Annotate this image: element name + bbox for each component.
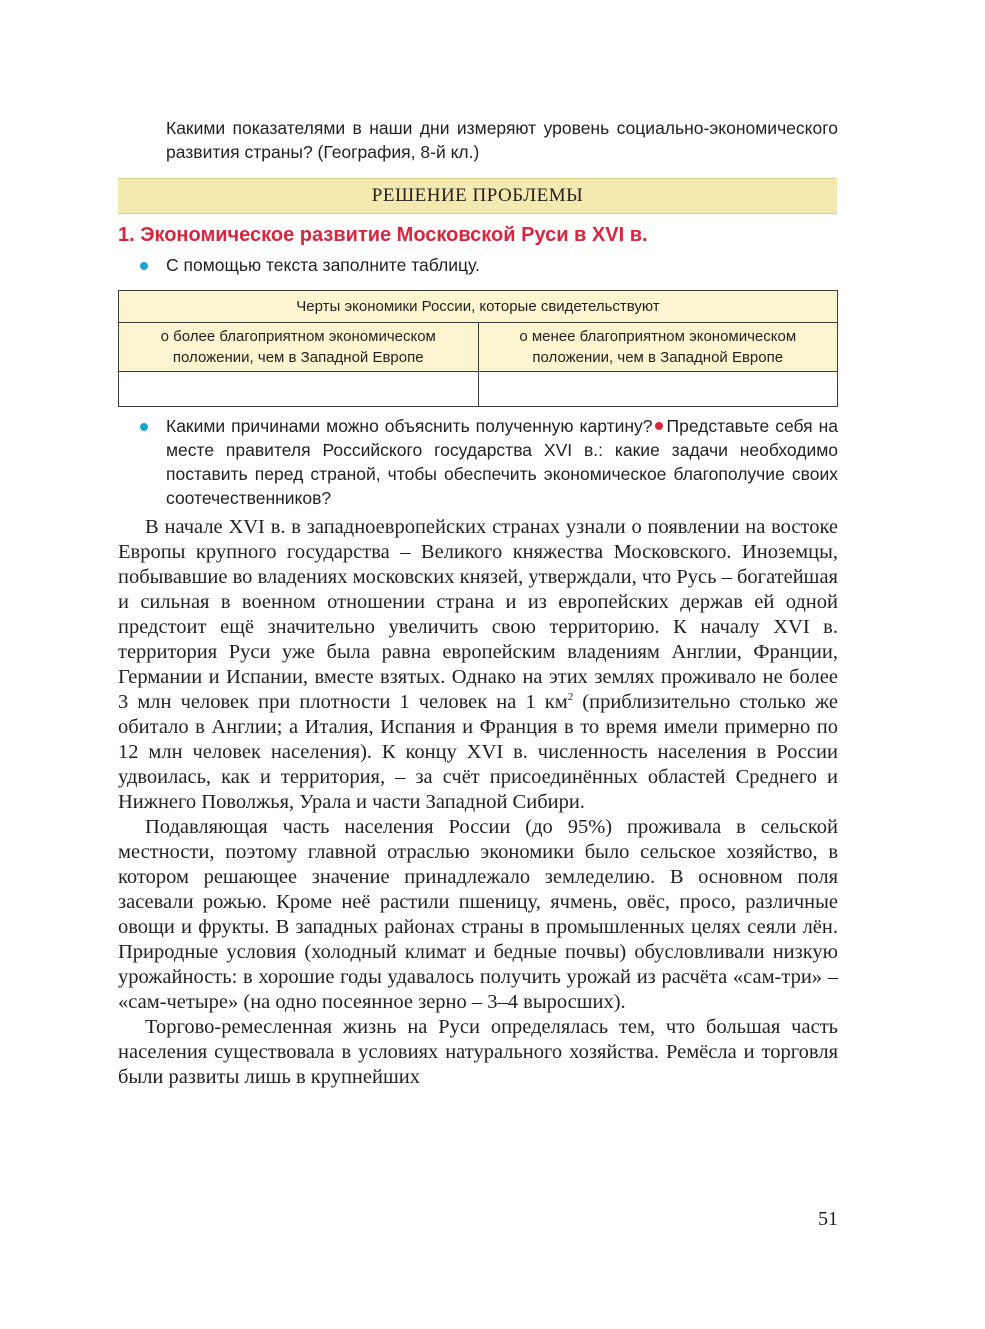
paragraph-3: Торгово-ремесленная жизнь на Руси определялась тем, что большая часть населения существовала в условиях натурального хозяйства. Ремёсла и торговля были развиты лишь в крупнейших	[118, 1016, 838, 1088]
task-fill-table-text: С помощью текста заполните таблицу.	[166, 255, 480, 275]
paragraph-1-part-a: В начале XVI в. в западноевропейских странах узнали о появлении на востоке Европы крупного государства – Великого княжества Московского. Иноземцы, побывавшие во владениях московских князей, утверждали, что Русь – богатейшая и сильная в военном отношении страна и из европейских держав ей одной предстоит ещё значительно увеличить свою территорию. К началу XVI в. территория Руси уже была равна европейским владениям Англии, Франции, Германии и Испании, вместе взятых. Однако на этих землях проживало не более 3 млн человек при плотности 1 человек на 1 км	[118, 516, 838, 713]
main-text	[118, 515, 838, 1090]
prior-knowledge-question: Какими показателями в наши дни измеряют уровень социально-экономического развития страны? (География, 8-й кл.)	[166, 118, 838, 162]
bullet-dot-icon	[140, 262, 148, 270]
table-cell-unfavorable[interactable]	[478, 372, 838, 407]
paragraph-2: Подавляющая часть населения России (до 95%) проживала в сельской местности, поэтому главной отраслью экономики было сельское хозяйство, в котором решающее значение принадлежало земледелию. В основном поля засевали рожью. Кроме неё растили пшеницу, ячмень, овёс, просо, различные овощи и фрукты. В западных районах страны в промышленных целях сеяли лён. Природные условия (холодный климат и бедные почвы) обусловливали низкую урожайность: в хорошие годы удавалось получить урожай из расчёта «сам-три» – «сам-четыре» (на одно посеянное зерно – 3–4 выросших).	[118, 816, 838, 1013]
section-banner: РЕШЕНИЕ ПРОБЛЕМЫ	[118, 178, 837, 214]
comparison-table	[118, 290, 838, 407]
task-reflection-roleplay: Представьте себя на месте правителя Российского государства XVI в.: какие задачи необходимо поставить перед страной, чтобы обеспечить экономическое благополучие своих соотечественников?	[166, 416, 838, 508]
task-reflection-question: Какими причинами можно объяснить полученную картину?	[166, 416, 653, 436]
red-bullet-icon	[655, 422, 663, 430]
task-reflection	[140, 414, 838, 510]
section-title: 1. Экономическое развитие Московской Руси в XVI в.	[118, 224, 648, 246]
task-fill-table	[140, 253, 838, 277]
table-column-unfavorable: о менее благоприятном экономическом положении, чем в Западной Европе	[478, 323, 838, 372]
paragraph-1	[118, 515, 838, 815]
table-header: Черты экономики России, которые свидетельствуют	[119, 291, 838, 323]
paragraph-1-part-b: (приблизительно столько же обитало в Англии; а Италия, Испания и Франция в то время имели примерно по 12 млн человек населения). К концу XVI в. численность населения в России удвоилась, как и территория, – за счёт присоединённых областей Среднего и Нижнего Поволжья, Урала и части Западной Сибири.	[118, 691, 838, 813]
bullet-dot-icon	[140, 423, 148, 431]
task-reflection-text	[166, 414, 838, 510]
page-number: 51	[818, 1208, 838, 1230]
table-column-favorable: о более благоприятном экономическом положении, чем в Западной Европе	[119, 323, 479, 372]
superscript: 2	[567, 691, 574, 704]
table-cell-favorable[interactable]	[119, 372, 479, 407]
